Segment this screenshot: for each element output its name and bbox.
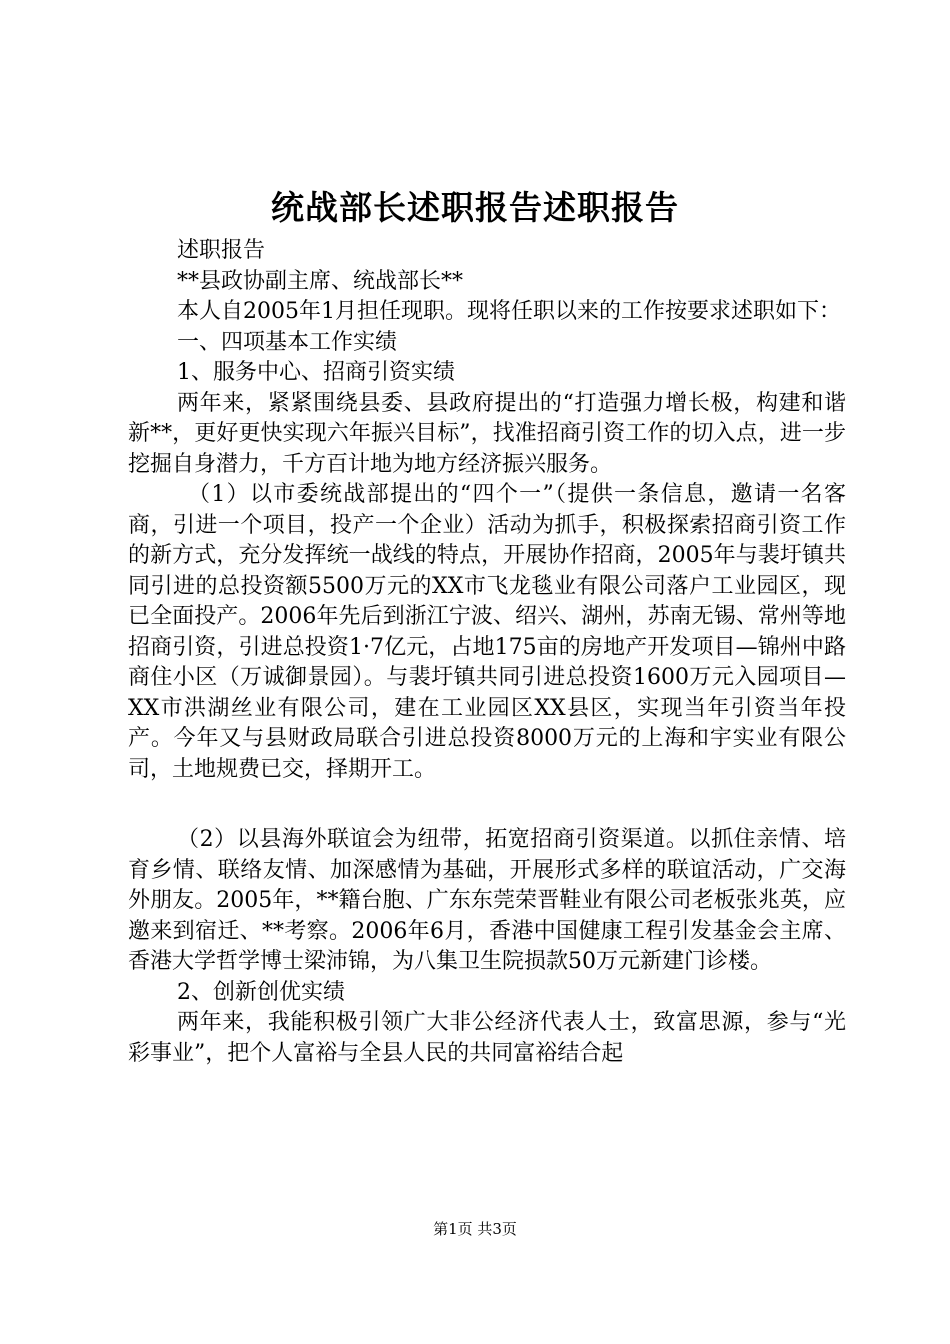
body-paragraph: 两年来，紧紧围绕县委、县政府提出的“打造强力增长极，构建和谐新**，更好更快实现六年振兴目标”，找准招商引资工作的切入点，进一步挖掘自身潜力，千方百计地为地方经济振兴服务。 [128,390,846,477]
page-footer: 第1页 共3页 [433,1220,517,1238]
body-paragraph: （2）以县海外联谊会为纽带，拓宽招商引资渠道。以抓住亲情、培育乡情、联络友情、加深感情为基础，开展形式多样的联谊活动，广交海外朋友。2005年，**籍台胞、广东东莞荣晋鞋业有限公司老板张兆英，应邀来到宿迁、**考察。2006年6月，香港中国健康工程引发基金会主席、香港大学哲学博士梁沛锦，为八集卫生院损款50万元新建门诊楼。 [128,827,846,974]
intro-paragraph: 本人自2005年1月担任现职。现将任职以来的工作按要求述职如下： [177,299,841,324]
paragraph-spacer [128,785,846,825]
subsection-heading-2: 2、创新创优实绩 [177,979,345,1005]
subsection-heading-1: 1、服务中心、招商引资实绩 [177,360,455,385]
section-heading-1: 一、四项基本工作实绩 [177,329,398,355]
document-body [128,236,846,1069]
author-line: **县政协副主席、统战部长** [177,268,464,294]
body-paragraph: （1）以市委统战部提出的“四个一”（提供一条信息，邀请一名客商，引进一个项目，投产一个企业）活动为抓手，积极探索招商引资工作的新方式，充分发挥统一战线的特点，开展协作招商，2005年与裴圩镇共同引进的总投资额5500万元的XX市飞龙毯业有限公司落户工业园区，现已全面投产。2006年先后到浙江宁波、绍兴、湖州，苏南无锡、常州等地招商引资，引进总投资1·7亿元，占地175亩的房地产开发项目—锦州中路商住小区（万诚御景园）。与裴圩镇共同引进总投资1600万元入园项目—XX市洪湖丝业有限公司，建在工业园区XX县区，实现当年引资当年投产。今年又与县财政局联合引进总投资8000万元的上海和宇实业有限公司，土地规费已交，择期开工。 [128,482,846,782]
document-title: 统战部长述职报告述职报告 [271,188,679,227]
body-paragraph: 两年来，我能积极引领广大非公经济代表人士，致富思源，参与“光彩事业”，把个人富裕与全县人民的共同富裕结合起 [128,1010,846,1066]
report-label: 述职报告 [177,238,266,263]
